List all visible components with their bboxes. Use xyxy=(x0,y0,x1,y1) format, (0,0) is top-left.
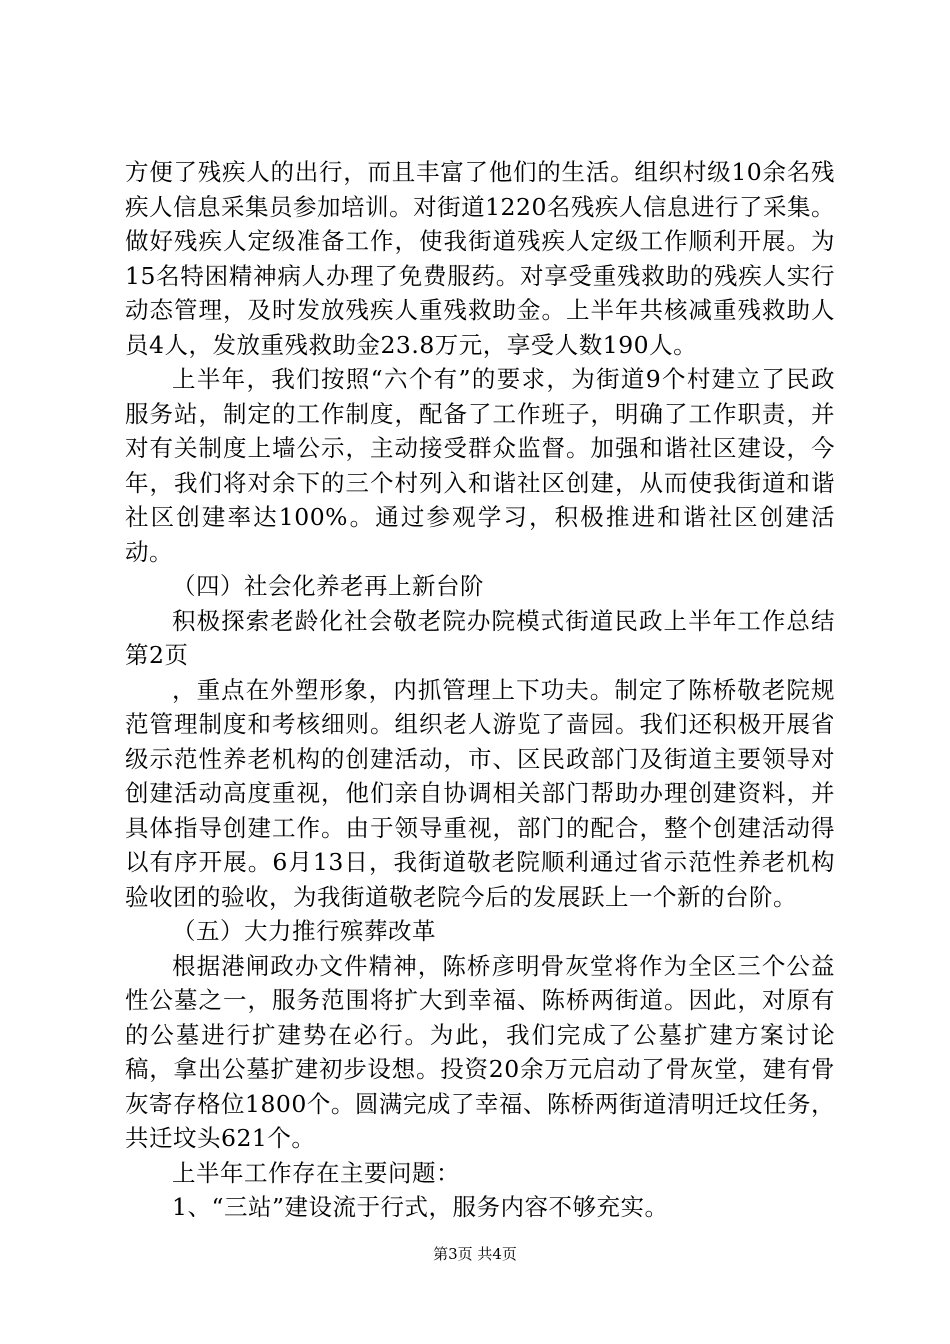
paragraph-4: ，重点在外塑形象，内抓管理上下功夫。制定了陈桥敬老院规范管理制度和考核细则。组织老人游览了啬园。我们还积极开展省级示范性养老机构的创建活动，市、区民政部门及街道主要领导对创建活动高度重视，他们亲自协调相关部门帮助办理创建资料，并具体指导创建工作。由于领导重视，部门的配合，整个创建活动得以有序开展。6月13日，我街道敬老院顺利通过省示范性养老机构验收团的验收，为我街道敬老院今后的发展跃上一个新的台阶。 xyxy=(125,675,835,911)
section-heading-5: （五）大力推行殡葬改革 xyxy=(172,917,436,945)
problem-item-1: 1、“三站”建设流于行式，服务内容不够充实。 xyxy=(172,1193,669,1221)
paragraph-2: 上半年，我们按照“六个有”的要求，为街道9个村建立了民政服务站，制定的工作制度，配备了工作班子，明确了工作职责，并对有关制度上墙公示，主动接受群众监督。加强和谐社区建设，今年，我们将对余下的三个村列入和谐社区创建，从而使我街道和谐社区创建率达100%。通过参观学习，积极推进和谐社区创建活动。 xyxy=(125,365,835,566)
section-heading-4: （四）社会化养老再上新台阶 xyxy=(172,572,484,600)
paragraph-1: 方便了残疾人的出行，而且丰富了他们的生活。组织村级10余名残疾人信息采集员参加培训。对街道1220名残疾人信息进行了采集。做好残疾人定级准备工作，使我街道残疾人定级工作顺利开展。为15名特困精神病人办理了免费服药。对享受重残救助的残疾人实行动态管理，及时发放残疾人重残救助金。上半年共核减重残救助人员4人，发放重残救助金23.8万元，享受人数190人。 xyxy=(125,158,835,359)
problems-heading: 上半年工作存在主要问题： xyxy=(172,1158,460,1187)
paragraph-5: 根据港闸政办文件精神，陈桥彦明骨灰堂将作为全区三个公益性公墓之一，服务范围将扩大到幸福、陈桥两街道。因此，对原有的公墓进行扩建势在必行。为此，我们完成了公墓扩建方案讨论稿，拿出公墓扩建初步设想。投资20余万元启动了骨灰堂，建有骨灰寄存格位1800个。圆满完成了幸福、陈桥两街道清明迁坟任务，共迁坟头621个。 xyxy=(125,951,835,1152)
page-footer: 第3页 共4页 xyxy=(433,1245,517,1263)
document-body xyxy=(125,155,835,1225)
paragraph-3: 积极探索老龄化社会敬老院办院模式街道民政上半年工作总结第2页 xyxy=(125,606,835,669)
